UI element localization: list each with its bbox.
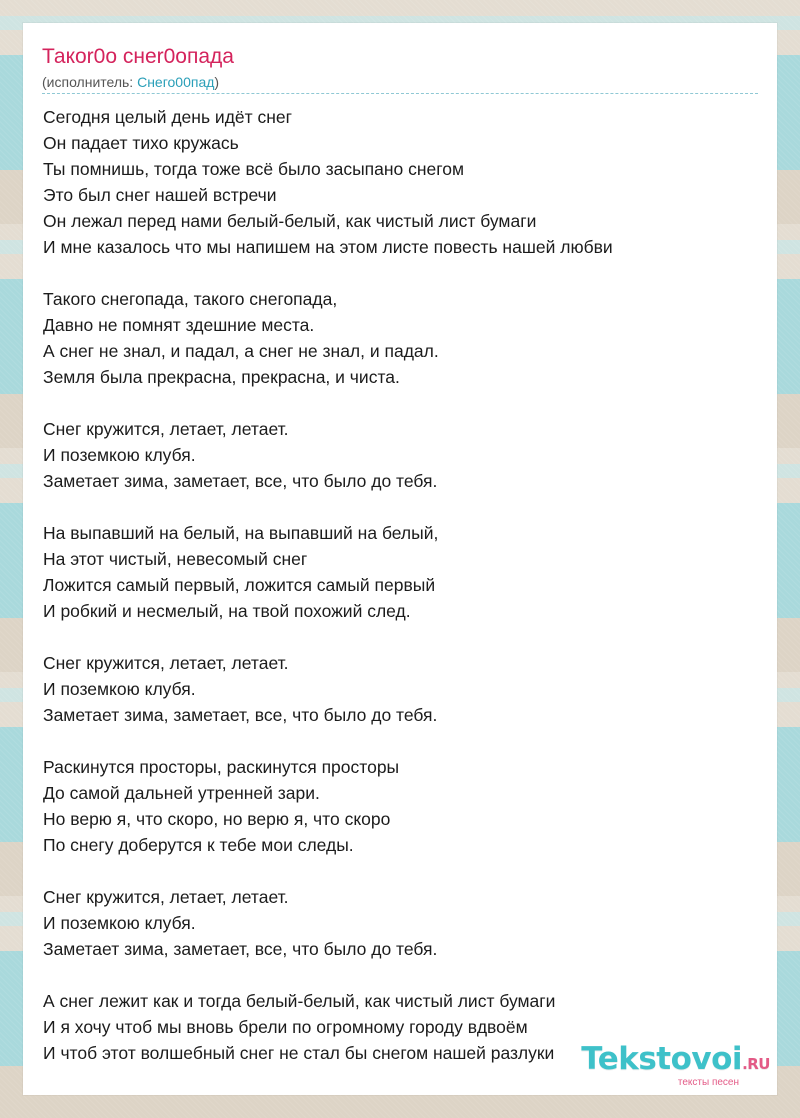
lyric-line: На выпавший на белый, на выпавший на белый, xyxy=(43,523,439,543)
logo-wordmark: Tekstovoi xyxy=(581,1041,743,1077)
lyric-line: По снегу доберутся к тебе мои следы. xyxy=(43,835,354,855)
lyric-line: Заметает зима, заметает, все, что было до тебя. xyxy=(43,705,438,725)
lyric-line: Это был снег нашей встречи xyxy=(43,185,277,205)
stanza-gap xyxy=(43,494,763,520)
lyric-line: Снег кружится, летает, летает. xyxy=(43,653,289,673)
lyric-line: А снег лежит как и тогда белый-белый, как чистый лист бумаги xyxy=(43,991,556,1011)
title-divider xyxy=(42,93,758,94)
lyric-line: Заметает зима, заметает, все, что было до тебя. xyxy=(43,471,438,491)
lyric-line: Но верю я, что скоро, но верю я, что скоро xyxy=(43,809,391,829)
site-logo xyxy=(581,1042,770,1088)
lyric-line: Такого снегопада, такого снегопада, xyxy=(43,289,338,309)
stanza-gap xyxy=(43,962,763,988)
lyric-line: Давно не помнят здешние места. xyxy=(43,315,315,335)
artist-prefix: (исполнитель: xyxy=(42,74,138,90)
song-title: Такоr0о снеr0опада xyxy=(42,45,234,68)
lyric-line: Он лежал перед нами белый-белый, как чистый лист бумаги xyxy=(43,211,537,231)
lyric-line: Сегодня целый день идёт снег xyxy=(43,107,293,127)
lyric-line: Заметает зима, заметает, все, что было до тебя. xyxy=(43,939,438,959)
lyric-line: И я хочу чтоб мы вновь брели по огромному городу вдвоём xyxy=(43,1017,528,1037)
lyrics-sheet xyxy=(23,23,777,1095)
lyric-line: Раскинутся просторы, раскинутся просторы xyxy=(43,757,400,777)
artist-link[interactable]: Снего00пад xyxy=(137,74,215,90)
stanza-gap xyxy=(43,728,763,754)
artist-line xyxy=(42,72,219,92)
lyric-line: Ты помнишь, тогда тоже всё было засыпано снегом xyxy=(43,159,465,179)
lyric-line: И робкий и несмелый, на твой похожий след. xyxy=(43,601,411,621)
lyric-line: И поземкою клубя. xyxy=(43,913,196,933)
lyric-line: А снег не знал, и падал, а снег не знал, и падал. xyxy=(43,341,439,361)
lyric-line: Снег кружится, летает, летает. xyxy=(43,887,289,907)
lyric-line: Он падает тихо кружась xyxy=(43,133,239,153)
stanza-gap xyxy=(43,858,763,884)
artist-suffix: ) xyxy=(214,74,220,90)
stanza-gap xyxy=(43,260,763,286)
lyric-line: Снег кружится, летает, летает. xyxy=(43,419,289,439)
stanza-gap xyxy=(43,624,763,650)
lyric-line: Земля была прекрасна, прекрасна, и чиста. xyxy=(43,367,400,387)
lyric-line: И мне казалось что мы напишем на этом листе повесть нашей любви xyxy=(43,237,613,257)
stanza-gap xyxy=(43,390,763,416)
lyric-line: На этот чистый, невесомый снег xyxy=(43,549,308,569)
lyrics-text xyxy=(43,104,763,1066)
lyric-line: И поземкою клубя. xyxy=(43,679,196,699)
lyric-line: Ложится самый первый, ложится самый первый xyxy=(43,575,436,595)
logo-tagline: тексты песен xyxy=(677,1077,739,1088)
lyric-line: До самой дальней утренней зари. xyxy=(43,783,320,803)
lyric-line: И поземкою клубя. xyxy=(43,445,196,465)
logo-domain: .RU xyxy=(742,1055,770,1073)
lyric-line: И чтоб этот волшебный снег не стал бы снегом нашей разлуки xyxy=(43,1043,555,1063)
